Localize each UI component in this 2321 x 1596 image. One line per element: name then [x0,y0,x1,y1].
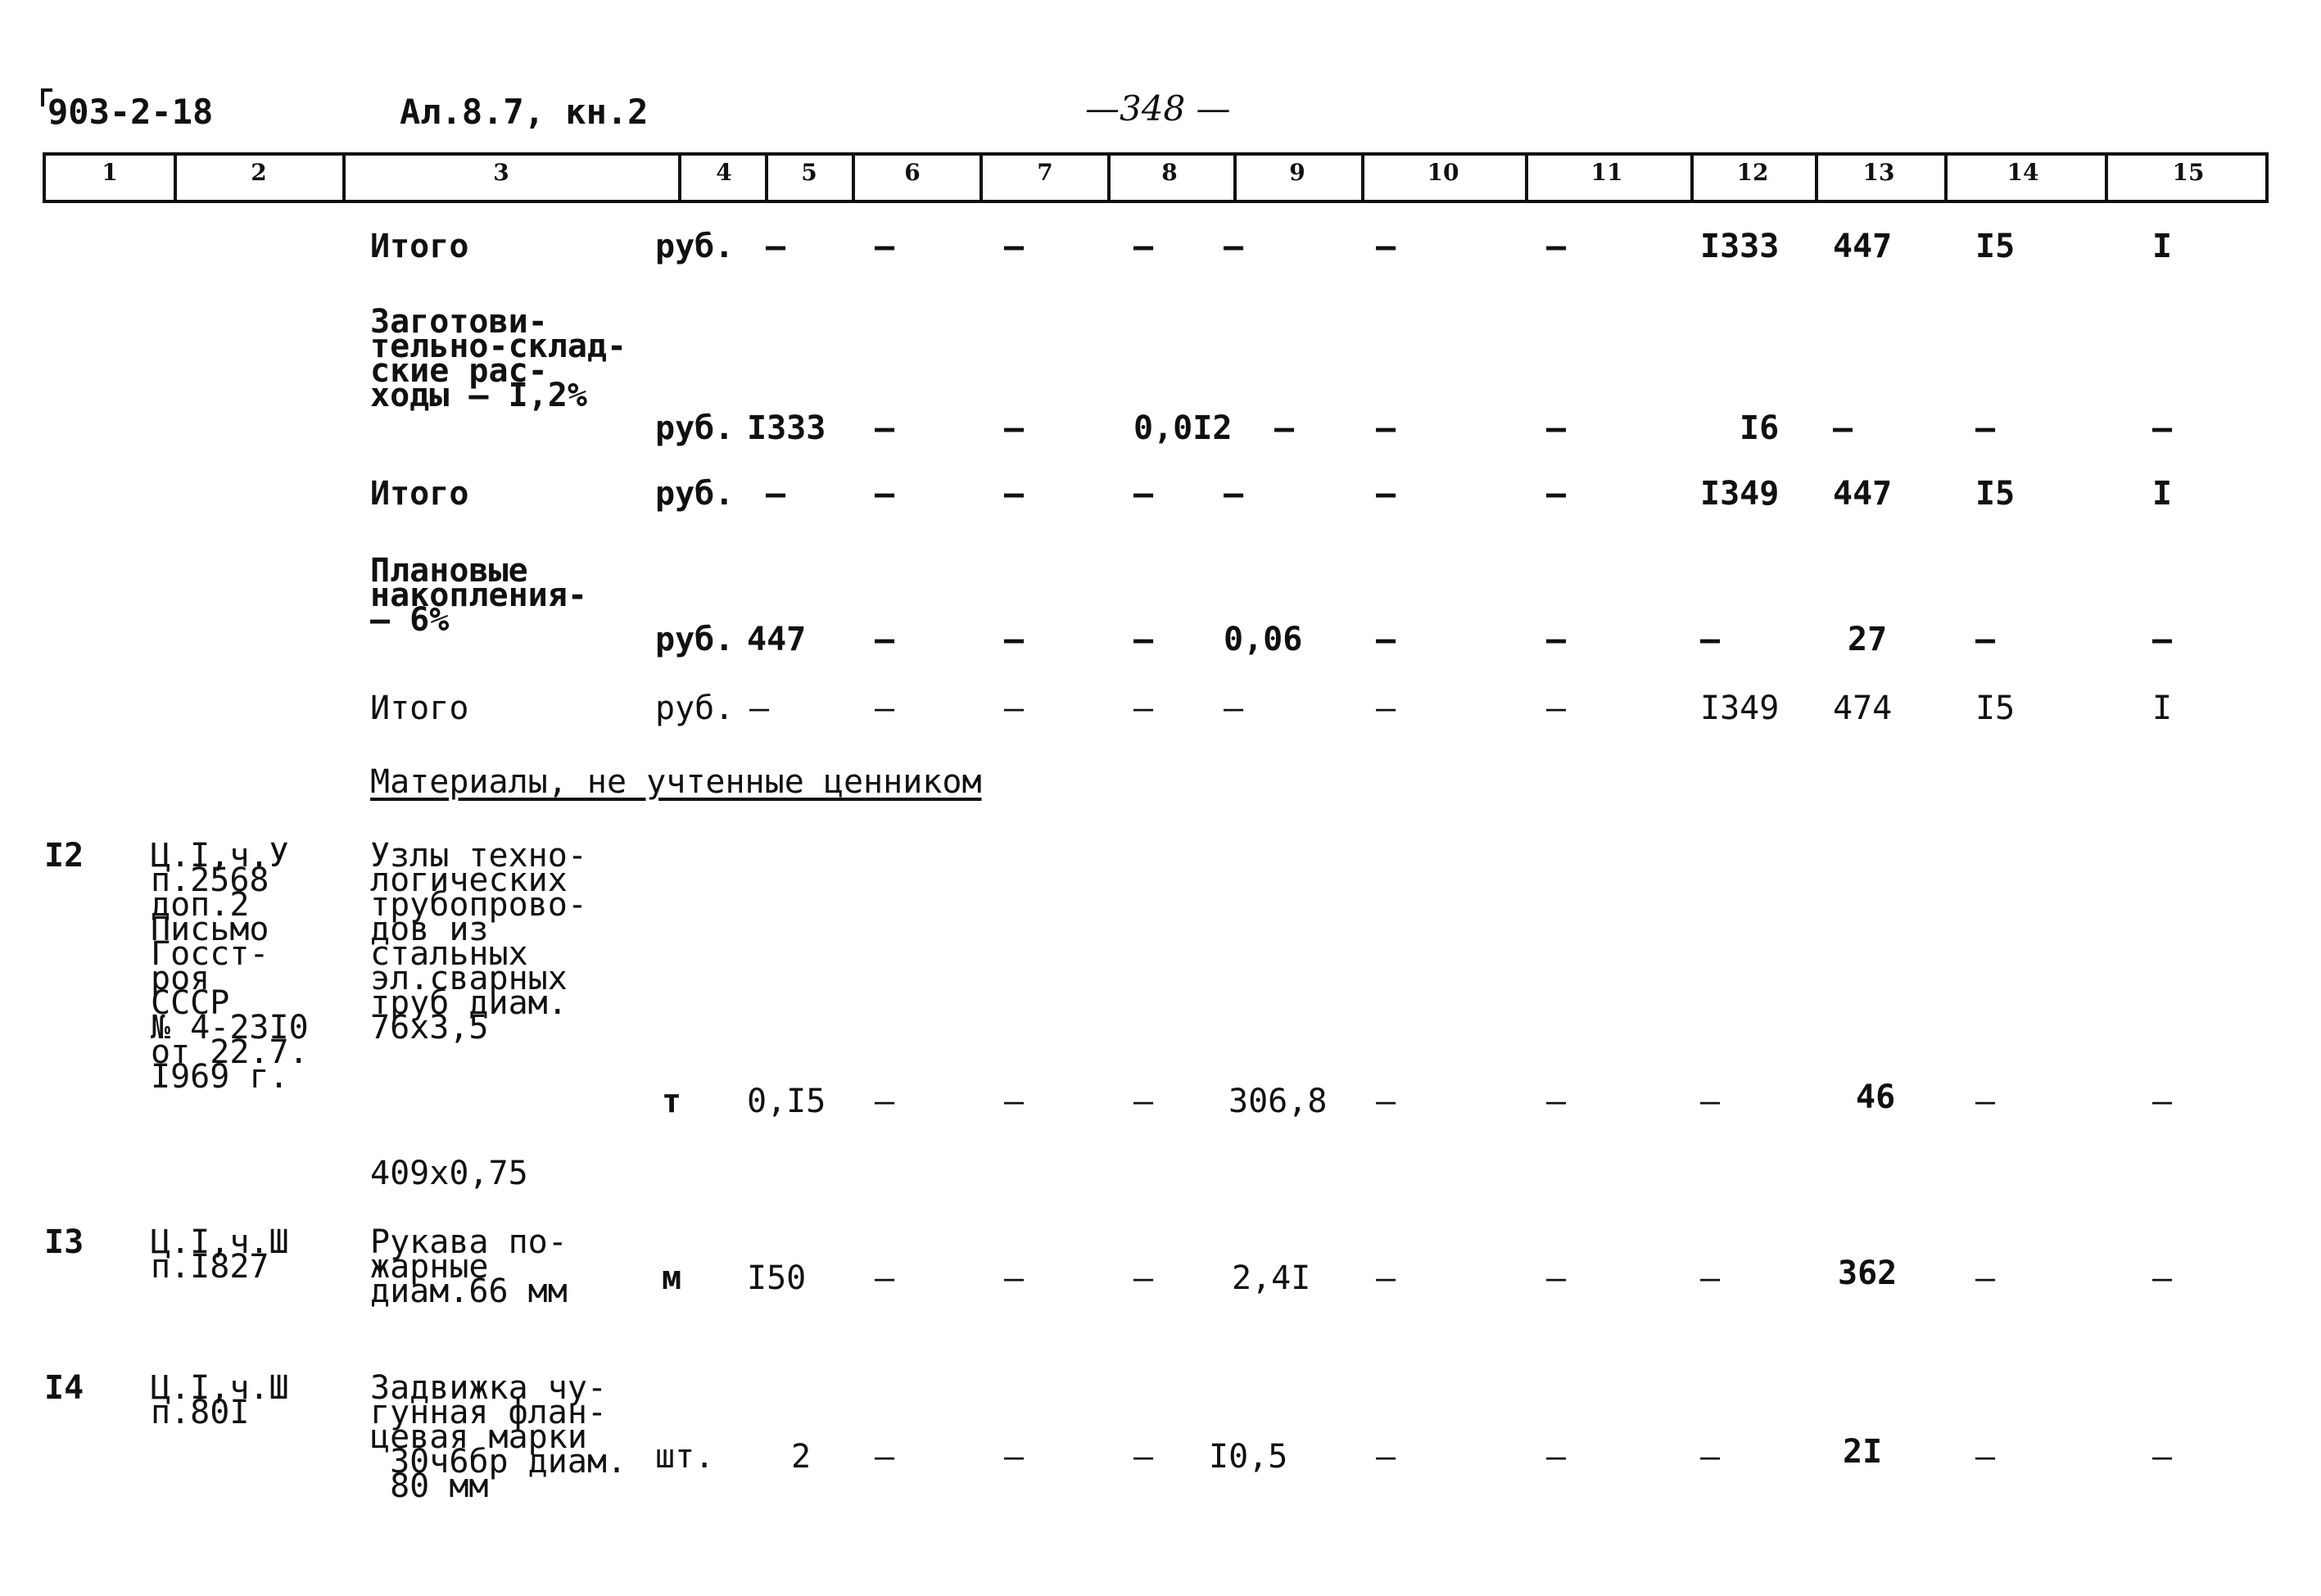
unit: м [662,1259,682,1297]
item-name-extra: 409х0,75 [370,1155,528,1192]
cell: 46 [1856,1078,1896,1116]
cell: – [1376,1083,1396,1120]
cell: – [1004,621,1025,658]
cell: – [2152,621,2173,658]
quantity: – [749,689,770,727]
cell: – [875,621,895,658]
unit-price: 306,8 [1228,1083,1328,1120]
cell: – [1700,1083,1721,1120]
cell: 474 [1833,689,1893,727]
quantity: 447 [747,621,807,658]
cell: – [875,689,895,727]
cell: – [1004,689,1025,727]
cell: – [1546,475,1567,513]
column-number: 15 [2172,159,2205,186]
unit: т [662,1083,682,1120]
column-divider [1361,152,1364,203]
cell: – [1376,228,1396,265]
column-number: 14 [2007,159,2039,186]
cell: – [1133,1438,1154,1476]
cell: – [1700,1438,1721,1476]
item-name: Заготови- тельно-склад- ские рас- ходы – I,2% [370,303,627,414]
column-number: 3 [493,159,509,186]
column-divider [1815,152,1818,203]
cell: – [1546,1083,1567,1120]
column-divider [678,152,681,203]
document-code: 903-2-18 [48,92,214,132]
unit: руб. [655,689,735,727]
column-number: 10 [1427,159,1459,186]
cell: – [1975,1438,1996,1476]
cell: – [1376,1259,1396,1297]
column-number: 1 [102,159,118,186]
cell: – [1975,409,1996,447]
price-reference: Ц.I,ч.У п.2568 доп.2 Письмо Госст- роя СССР № 4-23I0 от 22.7. I969 г. [151,837,309,1096]
unit: руб. [655,475,735,513]
item-name: Узлы техно- логических трубопрово- дов из стальных эл.сварных труб диам. 76х3,5 [370,837,587,1047]
unit: руб. [655,228,735,265]
cell: – [875,409,895,447]
cell: – [1004,409,1025,447]
cell: – [1004,1259,1025,1297]
cell: – [1224,228,1244,265]
cell: – [1133,475,1154,513]
unit: шт. [655,1438,715,1476]
cell: – [1376,409,1396,447]
cell: – [1004,1083,1025,1120]
cell: – [1133,689,1154,727]
cell: – [875,1083,895,1120]
cell: – [1376,689,1396,727]
cell: – [1546,1438,1567,1476]
cell: – [875,1438,895,1476]
cell: 0,06 [1224,621,1303,658]
row-number: I4 [44,1369,84,1407]
cell: I [2152,475,2173,513]
column-number: 8 [1161,159,1178,186]
cell: – [875,1259,895,1297]
column-number: 6 [904,159,921,186]
cell: 447 [1833,228,1893,265]
column-divider [1107,152,1111,203]
cell: – [1975,1259,1996,1297]
row-number: I3 [44,1223,84,1261]
column-divider [1525,152,1528,203]
item-name: Итого [370,475,469,513]
cell: – [1376,475,1396,513]
item-name: Плановые накопления- – 6% [370,552,587,639]
column-divider [852,152,855,203]
unit: руб. [655,409,735,447]
unit-price: 2,4I [1232,1259,1311,1297]
cell: I [2152,228,2173,265]
cell: – [1833,409,1853,447]
cell: – [2152,409,2173,447]
cell: – [1004,475,1025,513]
cell: 0,0I2 [1133,409,1233,447]
item-name: Задвижка чу- гунная флан- цевая марки 30ч6бр диам. 80 мм [370,1369,627,1505]
cell: – [1975,621,1996,658]
column-divider [2105,152,2108,203]
cell: I333 [1700,228,1780,265]
cell: – [1274,409,1295,447]
quantity: 2 [791,1438,812,1476]
cell: – [1546,689,1567,727]
cell: – [1700,1259,1721,1297]
cell: – [1376,1438,1396,1476]
cell: – [1133,621,1154,658]
column-divider [765,152,768,203]
item-name: Итого [370,689,469,727]
cell: I349 [1700,689,1780,727]
price-reference: Ц.I,ч.Ш п.I827 [151,1223,289,1286]
column-number: 12 [1736,159,1769,186]
column-number: 4 [716,159,732,186]
column-divider [1944,152,1948,203]
cell: – [2152,1259,2173,1297]
cell: I349 [1700,475,1780,513]
column-divider [342,152,346,203]
price-reference: Ц.I,ч.Ш п.80I [151,1369,289,1431]
unit-price: I0,5 [1209,1438,1288,1476]
column-number: 2 [251,159,267,186]
page-number: —348 — [1085,88,1231,129]
item-name: Рукава по- жарные диам.66 мм [370,1223,568,1310]
cell: – [875,228,895,265]
quantity: – [766,475,786,513]
cell: I5 [1975,228,2016,265]
quantity: I50 [747,1259,807,1297]
cell: – [1133,1083,1154,1120]
row-number: I2 [44,837,84,875]
column-number: 13 [1862,159,1895,186]
album-reference: Ал.8.7, кн.2 [400,92,649,132]
section-title: Материалы, не учтенные ценником [370,763,982,801]
cell: – [1546,228,1567,265]
cell: – [1546,1259,1567,1297]
cell: 362 [1838,1255,1898,1292]
cell: I5 [1975,475,2016,513]
cell: 447 [1833,475,1893,513]
column-number: 9 [1289,159,1305,186]
cell: – [1700,621,1721,658]
column-divider [1233,152,1237,203]
cell: – [2152,1438,2173,1476]
cell: – [875,475,895,513]
item-name: Итого [370,228,469,265]
column-number: 5 [801,159,817,186]
cell: – [1224,689,1244,727]
quantity: I333 [747,409,826,447]
cell: 2I [1843,1433,1883,1471]
unit: руб. [655,621,735,658]
quantity: – [766,228,786,265]
cell: – [1133,228,1154,265]
column-number: 7 [1037,159,1053,186]
cell: I [2152,689,2173,727]
quantity: 0,I5 [747,1083,826,1120]
cell: I6 [1740,409,1780,447]
cell: – [1004,228,1025,265]
cell: – [1224,475,1244,513]
column-number: 11 [1590,159,1623,186]
cell: I5 [1975,689,2016,727]
column-divider [1690,152,1694,203]
column-divider [980,152,983,203]
cell: – [1004,1438,1025,1476]
cell: – [1546,409,1567,447]
column-divider [174,152,177,203]
cell: – [2152,1083,2173,1120]
cell: – [1133,1259,1154,1297]
cell: – [1376,621,1396,658]
cell: 27 [1848,621,1888,658]
cell: – [1546,621,1567,658]
cell: – [1975,1083,1996,1120]
